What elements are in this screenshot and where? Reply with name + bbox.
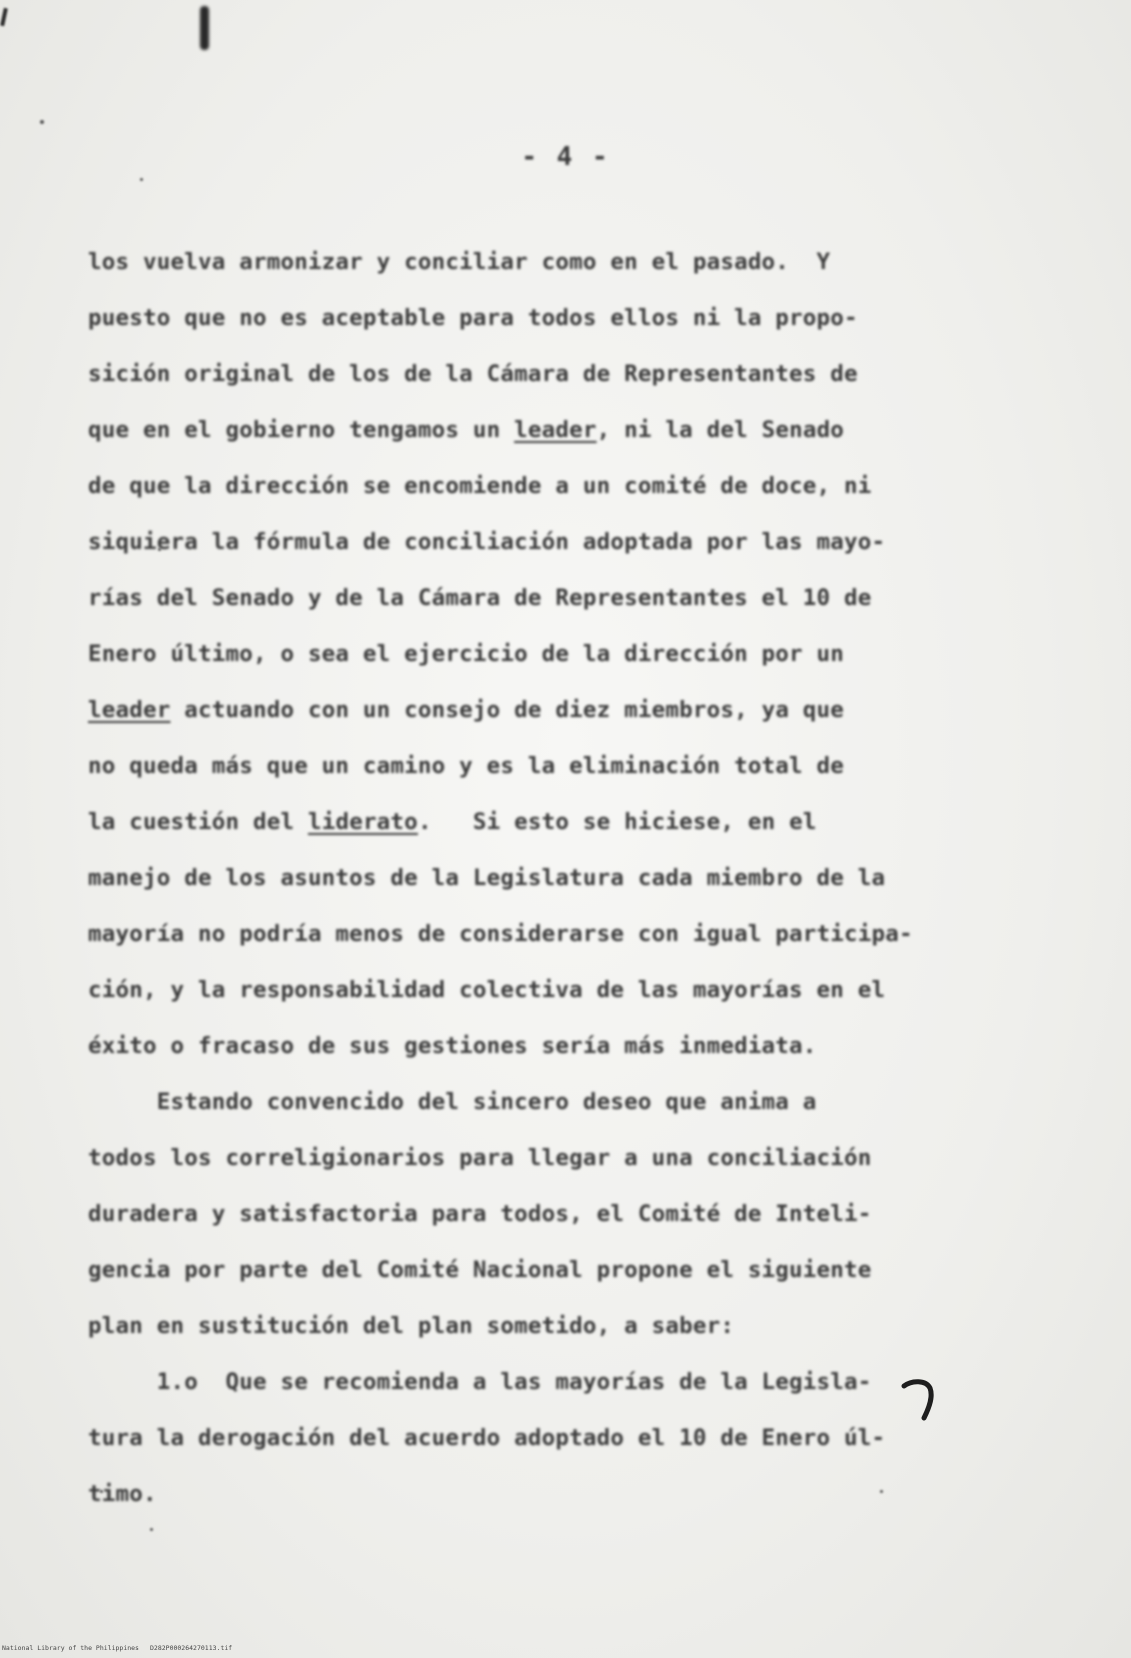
text-line xyxy=(88,472,1078,528)
text-segment: manejo de los asuntos de la Legislatura cada miembro de la xyxy=(88,865,886,891)
underlined-word: liderato xyxy=(307,809,418,835)
underlined-word: leader xyxy=(514,417,597,443)
text-line xyxy=(88,920,1078,976)
footer-library-label: National Library of the Philippines xyxy=(2,1644,139,1652)
ink-mark-corner xyxy=(0,8,8,26)
text-line xyxy=(88,416,1078,472)
speck xyxy=(40,120,44,124)
underlined-word: leader xyxy=(88,697,171,723)
text-line xyxy=(88,1032,1078,1088)
text-line xyxy=(88,808,1078,864)
text-segment: de que la dirección se encomiende a un comité de doce, ni xyxy=(88,473,872,499)
text-segment: la cuestión del xyxy=(88,809,308,835)
text-segment: Enero último, o sea el ejercicio de la dirección por un xyxy=(88,641,845,667)
text-line xyxy=(88,1200,1078,1256)
text-segment: gencia por parte del Comité Nacional propone el siguiente xyxy=(88,1257,872,1283)
handwritten-pen-mark xyxy=(900,1378,940,1426)
text-line xyxy=(88,752,1078,808)
text-segment: todos los correligionarios para llegar a una conciliación xyxy=(88,1145,872,1171)
text-segment: rías del Senado y de la Cámara de Representantes el 10 de xyxy=(88,585,872,611)
text-segment: sición original de los de la Cámara de Representantes de xyxy=(88,361,858,387)
speck xyxy=(140,178,143,181)
text-line xyxy=(88,640,1078,696)
text-segment: que en el gobierno tengamos un xyxy=(88,417,515,443)
body-text xyxy=(88,248,1078,1536)
text-line xyxy=(88,248,1078,304)
text-line xyxy=(88,304,1078,360)
text-segment: los vuelva armonizar y conciliar como en el pasado. Y xyxy=(88,249,831,275)
text-line xyxy=(88,1480,1078,1536)
text-segment: éxito o fracaso de sus gestiones sería más inmediata. xyxy=(88,1033,817,1059)
text-line xyxy=(88,360,1078,416)
text-segment: Estando convencido del sincero deseo que anima a xyxy=(88,1089,817,1115)
text-line xyxy=(88,1088,1078,1144)
text-line xyxy=(88,976,1078,1032)
text-line xyxy=(88,584,1078,640)
text-segment: . Si esto se hiciese, en el xyxy=(417,809,817,835)
text-line xyxy=(88,1144,1078,1200)
ink-mark-top xyxy=(200,6,209,50)
text-line xyxy=(88,1256,1078,1312)
text-segment: plan en sustitución del plan sometido, a saber: xyxy=(88,1313,735,1339)
text-segment: mayoría no podría menos de considerarse con igual participa- xyxy=(88,921,913,947)
page-number: - 4 - xyxy=(521,142,610,172)
text-segment: puesto que no es aceptable para todos ellos ni la propo- xyxy=(88,305,858,331)
text-line xyxy=(88,864,1078,920)
text-segment: siquiera la fórmula de conciliación adoptada por las mayo- xyxy=(88,529,886,555)
text-segment: timo. xyxy=(88,1481,157,1507)
text-segment: ción, y la responsabilidad colectiva de las mayorías en el xyxy=(88,977,886,1003)
footer-file-id: D282P000264270113.tif xyxy=(150,1644,233,1652)
text-line xyxy=(88,1312,1078,1368)
text-line xyxy=(88,1424,1078,1480)
text-segment: , ni la del Senado xyxy=(596,417,845,443)
text-segment: tura la derogación del acuerdo adoptado el 10 de Enero úl- xyxy=(88,1425,886,1451)
text-line xyxy=(88,528,1078,584)
text-segment: actuando con un consejo de diez miembros, ya que xyxy=(170,697,845,723)
text-segment: 1.o Que se recomienda a las mayorías de la Legisla- xyxy=(88,1369,872,1395)
text-segment: duradera y satisfactoria para todos, el Comité de Inteli- xyxy=(88,1201,872,1227)
text-line xyxy=(88,696,1078,752)
text-segment: no queda más que un camino y es la eliminación total de xyxy=(88,753,845,779)
